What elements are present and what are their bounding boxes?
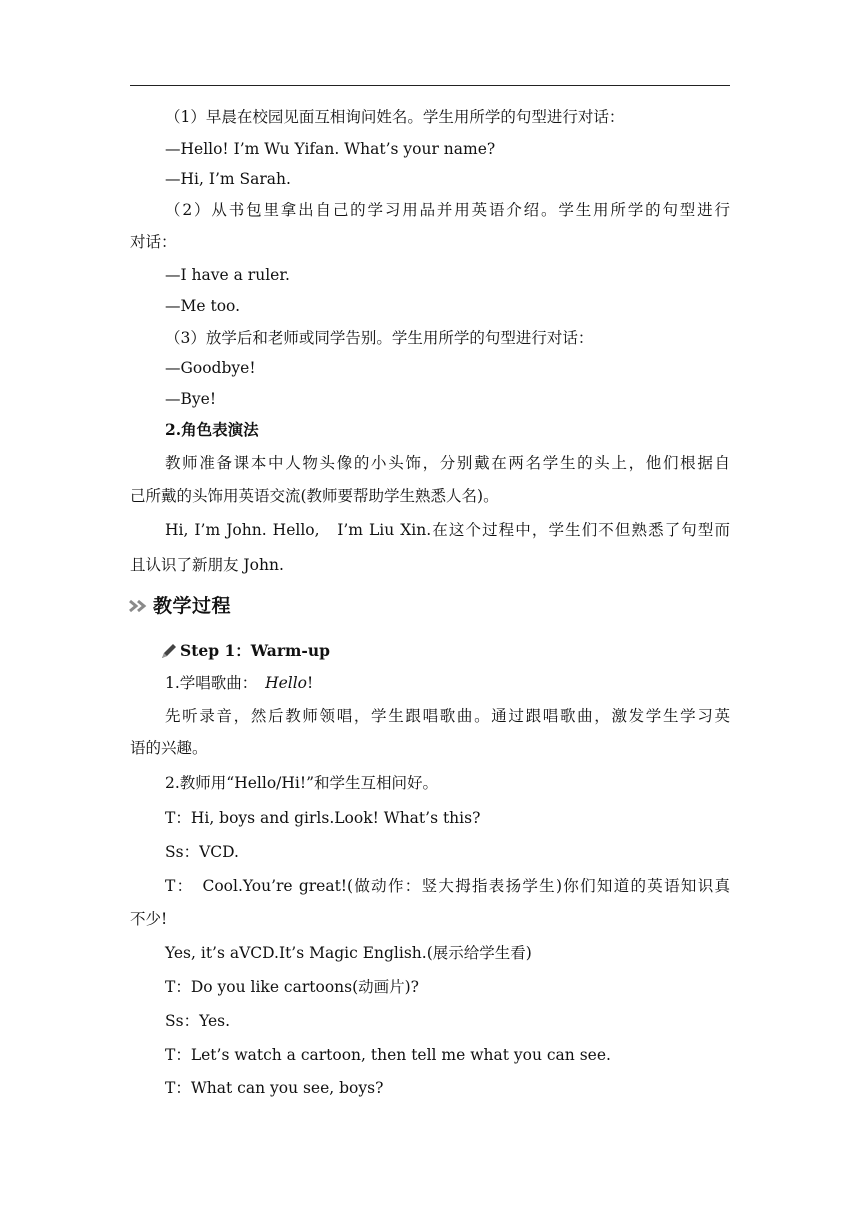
- dialogue-line: —Hi, I’m Sarah.: [165, 170, 291, 188]
- paragraph-line: 先听录音，然后教师领唱，学生跟唱歌曲。通过跟唱歌曲，激发学生学习英: [165, 707, 730, 725]
- paragraph-line: 且认识了新朋友 John.: [130, 556, 284, 574]
- song-title: Hello: [265, 674, 307, 692]
- section-heading: [128, 593, 728, 619]
- dialogue-line: Yes, it’s aVCD.It’s Magic English.(展示给学生看): [165, 944, 532, 962]
- dialogue-line: Ss：VCD.: [165, 843, 239, 861]
- step-title: Step 1：Warm-up: [180, 641, 330, 660]
- dialogue-line: T： Cool.You’re great!(做动作：竖大拇指表扬学生)你们知道的英语知识真: [165, 877, 730, 895]
- paragraph-line: （1）早晨在校园见面互相询问姓名。学生用所学的句型进行对话：: [165, 108, 625, 126]
- song-label: 1.学唱歌曲：: [165, 674, 250, 692]
- dialogue-line: —Hello! I’m Wu Yifan. What’s your name?: [165, 140, 496, 158]
- dialogue-line: —Me too.: [165, 297, 241, 315]
- paragraph-line: （3）放学后和老师或同学告别。学生用所学的句型进行对话：: [165, 329, 594, 347]
- paragraph-line: 对话：: [130, 233, 177, 251]
- paragraph-line: 语的兴趣。: [130, 739, 208, 757]
- dialogue-line: —Goodbye!: [165, 359, 256, 377]
- paragraph-line: 己所戴的头饰用英语交流(教师要帮助学生熟悉人名)。: [130, 487, 499, 505]
- section-title: 教学过程: [153, 595, 232, 617]
- subheading: 2.角色表演法: [165, 420, 259, 439]
- song-punct: !: [307, 674, 314, 692]
- dialogue-line: T：What can you see, boys?: [165, 1079, 384, 1097]
- dialogue-line: T：Hi, boys and girls.Look! What’s this?: [165, 809, 481, 827]
- paragraph-line: 2.教师用“Hello/Hi!”和学生互相问好。: [165, 774, 438, 792]
- paragraph-line: 教师准备课本中人物头像的小头饰，分别戴在两名学生的头上，他们根据自: [165, 454, 730, 472]
- dialogue-line: —Bye!: [165, 390, 217, 408]
- double-chevron-icon: [128, 599, 150, 613]
- header-rule: [130, 85, 730, 86]
- paragraph-line: [165, 672, 730, 694]
- paragraph-line: Hi, I’m John. Hello, I’m Liu Xin.在这个过程中，学生们不但熟悉了句型而: [165, 521, 730, 539]
- pen-icon: [160, 642, 178, 660]
- step-heading: [160, 640, 725, 662]
- dialogue-line: —I have a ruler.: [165, 266, 290, 284]
- paragraph-line: （2）从书包里拿出自己的学习用品并用英语介绍。学生用所学的句型进行: [165, 201, 730, 219]
- dialogue-line: T：Let’s watch a cartoon, then tell me what you can see.: [165, 1046, 611, 1064]
- dialogue-line: T：Do you like cartoons(动画片)?: [165, 978, 419, 996]
- dialogue-line: Ss：Yes.: [165, 1012, 231, 1030]
- dialogue-line: 不少!: [130, 910, 168, 928]
